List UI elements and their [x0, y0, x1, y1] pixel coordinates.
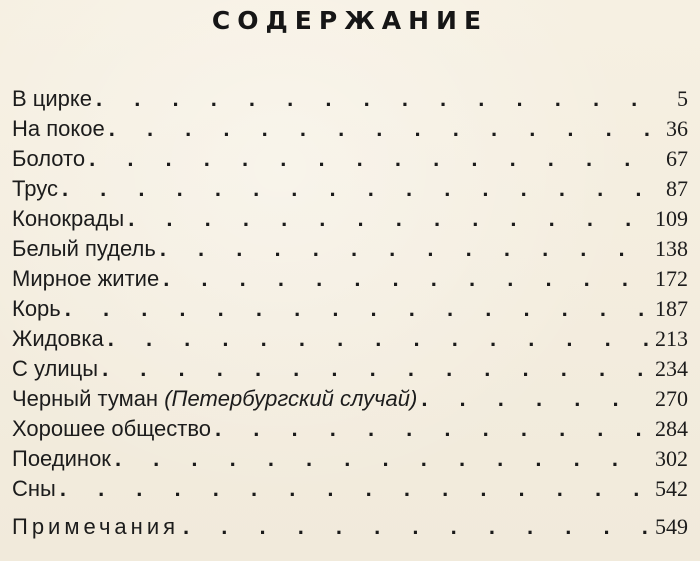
toc-entry-title: Белый пудель [12, 236, 156, 261]
toc-page-number: 36 [666, 116, 688, 141]
dot-leader [163, 264, 650, 294]
toc-page-number: 549 [655, 514, 688, 539]
toc-entry [12, 354, 688, 384]
dot-leader [115, 444, 650, 474]
dot-leader [96, 84, 650, 114]
toc-entry-title: Сны [12, 476, 56, 501]
toc-entry-title: Конокрады [12, 206, 125, 231]
dot-leader [160, 234, 650, 264]
toc-page-number: 213 [655, 326, 688, 351]
toc-entry-title: Жидовка [12, 326, 104, 351]
toc-entry [12, 204, 688, 234]
toc-page-number: 172 [655, 266, 688, 291]
toc-page-number: 284 [655, 416, 688, 441]
dot-leader [183, 512, 650, 542]
toc-page-number: 5 [677, 86, 688, 111]
toc-page-number: 270 [655, 386, 688, 411]
toc-entry-title [12, 384, 417, 414]
toc-entry-subtitle: (Петербургский случай) [164, 386, 418, 411]
toc-entry [12, 474, 688, 504]
toc-entry-main-title: Черный туман [12, 386, 159, 411]
toc-entry [12, 324, 688, 354]
toc-page-number: 138 [655, 236, 688, 261]
toc-entry-title: С улицы [12, 356, 99, 381]
table-of-contents [12, 84, 688, 542]
toc-entry [12, 144, 688, 174]
toc-page-number: 542 [655, 476, 688, 501]
dot-leader [102, 354, 650, 384]
dot-leader [421, 384, 650, 414]
toc-entry [12, 174, 688, 204]
toc-entry [12, 414, 688, 444]
dot-leader [109, 114, 650, 144]
toc-page-number: 187 [655, 296, 688, 321]
dot-leader [65, 294, 650, 324]
toc-entry [12, 264, 688, 294]
toc-entry-title: Мирное житие [12, 266, 160, 291]
toc-entry-title: В цирке [12, 86, 93, 111]
toc-entry [12, 84, 688, 114]
page-title: СОДЕРЖАНИЕ [211, 6, 489, 35]
toc-page-number: 302 [655, 446, 688, 471]
toc-entry-notes [12, 512, 688, 542]
toc-entry-title: Примечания [12, 514, 180, 539]
dot-leader [60, 474, 650, 504]
toc-page-number: 234 [655, 356, 688, 381]
toc-page-number: 109 [655, 206, 688, 231]
dot-leader [108, 324, 650, 354]
dot-leader [62, 174, 650, 204]
toc-entry-title: Корь [12, 296, 61, 321]
toc-entry [12, 234, 688, 264]
toc-page-number: 87 [666, 176, 688, 201]
toc-entry-title: Поединок [12, 446, 111, 471]
toc-entry [12, 444, 688, 474]
toc-entry-title: Хорошее общество [12, 416, 212, 441]
dot-leader [215, 414, 650, 444]
dot-leader [89, 144, 650, 174]
toc-entry-title: Болото [12, 146, 86, 171]
toc-page-number: 67 [666, 146, 688, 171]
toc-entry [12, 114, 688, 144]
toc-entry [12, 384, 688, 414]
toc-entry-title: На покое [12, 116, 105, 141]
toc-entry [12, 294, 688, 324]
toc-entry-title: Трус [12, 176, 58, 201]
dot-leader [128, 204, 650, 234]
